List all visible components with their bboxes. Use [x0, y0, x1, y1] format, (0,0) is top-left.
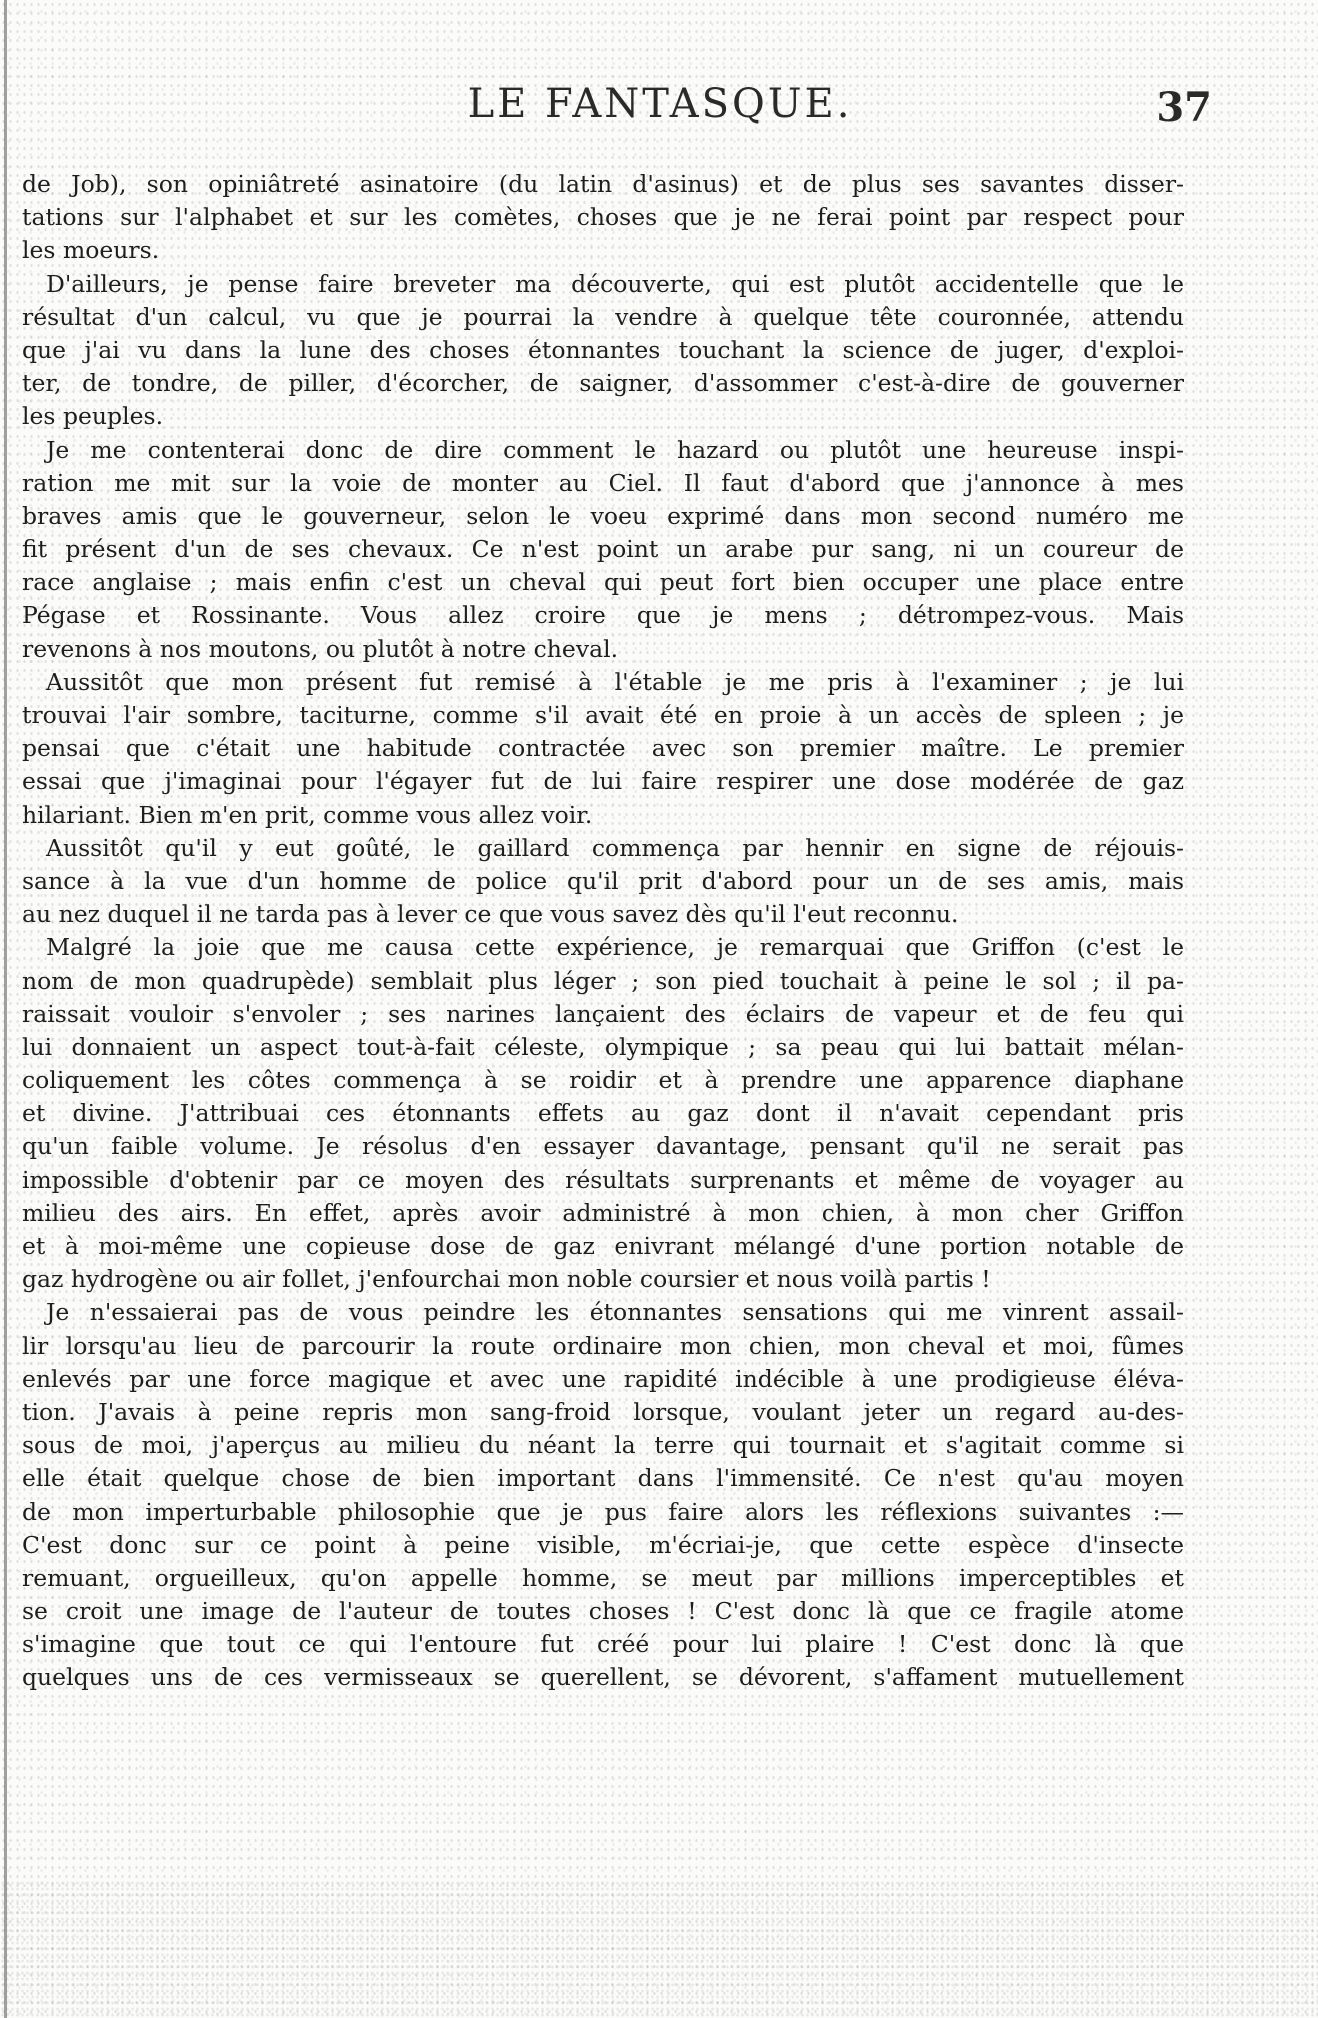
- text-line: D'ailleurs, je pense faire breveter ma découverte, qui est plutôt accidentelle que le: [46, 269, 1184, 298]
- text-line: remuant, orgueilleux, qu'on appelle homme, se meut par millions imperceptibles et: [22, 1563, 1184, 1592]
- text-line: raissait vouloir s'envoler ; ses narines lançaient des éclairs de vapeur et de feu qui: [22, 999, 1184, 1028]
- page-title: LE FANTASQUE.: [467, 81, 853, 127]
- text-line: Je me contenterai donc de dire comment le hazard ou plutôt une heureuse inspi-: [46, 435, 1184, 464]
- page-edge-rule: [4, 0, 7, 2018]
- text-line: sance à la vue d'un homme de police qu'il prit d'abord pour un de ses amis, mais: [22, 866, 1184, 895]
- text-line: lir lorsqu'au lieu de parcourir la route ordinaire mon chien, mon cheval et moi, fûmes: [22, 1331, 1184, 1360]
- text-line: se croit une image de l'auteur de toutes choses ! C'est donc là que ce fragile atome: [22, 1597, 1184, 1626]
- text-line: ter, de tondre, de piller, d'écorcher, de saigner, d'assommer c'est-à-dire de gouverner: [22, 369, 1184, 398]
- text-line: hilariant. Bien m'en prit, comme vous allez voir.: [22, 800, 593, 829]
- text-line: race anglaise ; mais enfin c'est un cheval qui peut fort bien occuper une place entre: [22, 568, 1184, 597]
- text-line: Aussitôt que mon présent fut remisé à l'étable je me pris à l'examiner ; je lui: [46, 667, 1184, 696]
- article-body: [22, 168, 1184, 1695]
- text-line: gaz hydrogène ou air follet, j'enfourchai mon noble coursier et nous voilà partis !: [22, 1265, 991, 1294]
- page-number: 37: [1156, 84, 1212, 131]
- text-line: que j'ai vu dans la lune des choses étonnantes touchant la science de juger, d'exploi-: [22, 335, 1184, 364]
- text-line: C'est donc sur ce point à peine visible, m'écriai-je, que cette espèce d'insecte: [22, 1530, 1184, 1559]
- text-line: Aussitôt qu'il y eut goûté, le gaillard commença par hennir en signe de réjouis-: [46, 833, 1184, 862]
- text-line: pensai que c'était une habitude contractée avec son premier maître. Le premier: [22, 734, 1184, 763]
- text-line: de Job), son opiniâtreté asinatoire (du latin d'asinus) et de plus ses savantes disser-: [22, 170, 1184, 198]
- text-line: trouvai l'air sombre, taciturne, comme s'il avait été en proie à un accès de spleen ; je: [22, 701, 1184, 729]
- text-line: sous de moi, j'aperçus au milieu du néant la terre qui tournait et s'agitait comme si: [22, 1431, 1184, 1460]
- text-line: Malgré la joie que me causa cette expérience, je remarquai que Griffon (c'est le: [46, 933, 1184, 962]
- text-line: nom de mon quadrupède) semblait plus léger ; son pied touchait à peine le sol ; il pa-: [22, 966, 1184, 995]
- text-line: et divine. J'attribuai ces étonnants effets au gaz dont il n'avait cependant pris: [22, 1099, 1184, 1128]
- text-line: impossible d'obtenir par ce moyen des résultats surprenants et même de voyager au: [22, 1165, 1184, 1194]
- text-line: enlevés par une force magique et avec une rapidité indécible à une prodigieuse éléva-: [22, 1364, 1184, 1393]
- text-line: qu'un faible volume. Je résolus d'en essayer davantage, pensant qu'il ne serait pas: [22, 1132, 1184, 1161]
- text-line: de mon imperturbable philosophie que je pus faire alors les réflexions suivantes :—: [22, 1497, 1184, 1526]
- text-line: au nez duquel il ne tarda pas à lever ce que vous savez dès qu'il l'eut reconnu.: [22, 900, 959, 929]
- text-line: résultat d'un calcul, vu que je pourrai la vendre à quelque tête couronnée, attendu: [22, 302, 1184, 331]
- text-line: Je n'essaierai pas de vous peindre les étonnantes sensations qui me vinrent assail-: [46, 1298, 1184, 1327]
- scan-noise: [0, 1880, 1318, 2018]
- running-header: [0, 78, 1318, 142]
- text-line: revenons à nos moutons, ou plutôt à notre cheval.: [22, 634, 619, 663]
- text-line: fit présent d'un de ses chevaux. Ce n'est point un arabe pur sang, ni un coureur de: [22, 535, 1184, 564]
- text-line: lui donnaient un aspect tout-à-fait céleste, olympique ; sa peau qui lui battait mélan-: [22, 1032, 1184, 1061]
- text-line: essai que j'imaginai pour l'égayer fut de lui faire respirer une dose modérée de gaz: [22, 767, 1184, 796]
- text-line: elle était quelque chose de bien important dans l'immensité. Ce n'est qu'au moyen: [22, 1464, 1184, 1493]
- text-line: Pégase et Rossinante. Vous allez croire que je mens ; détrompez-vous. Mais: [22, 601, 1184, 630]
- text-line: braves amis que le gouverneur, selon le voeu exprimé dans mon second numéro me: [22, 501, 1184, 530]
- text-line: et à moi-même une copieuse dose de gaz enivrant mélangé d'une portion notable de: [22, 1232, 1184, 1260]
- text-line: ration me mit sur la voie de monter au Ciel. Il faut d'abord que j'annonce à mes: [22, 468, 1184, 497]
- text-line: tion. J'avais à peine repris mon sang-froid lorsque, voulant jeter un regard au-des-: [22, 1397, 1184, 1426]
- text-line: coliquement les côtes commença à se roidir et à prendre une apparence diaphane: [22, 1066, 1184, 1095]
- text-line: s'imagine que tout ce qui l'entoure fut créé pour lui plaire ! C'est donc là que: [22, 1630, 1184, 1659]
- text-line: tations sur l'alphabet et sur les comètes, choses que je ne ferai point par respect pour: [22, 203, 1184, 232]
- text-line: les moeurs.: [22, 236, 160, 265]
- text-line: les peuples.: [22, 402, 164, 431]
- text-line: quelques uns de ces vermisseaux se querellent, se dévorent, s'affament mutuellement: [22, 1663, 1184, 1692]
- text-line: milieu des airs. En effet, après avoir administré à mon chien, à mon cher Griffon: [22, 1198, 1184, 1227]
